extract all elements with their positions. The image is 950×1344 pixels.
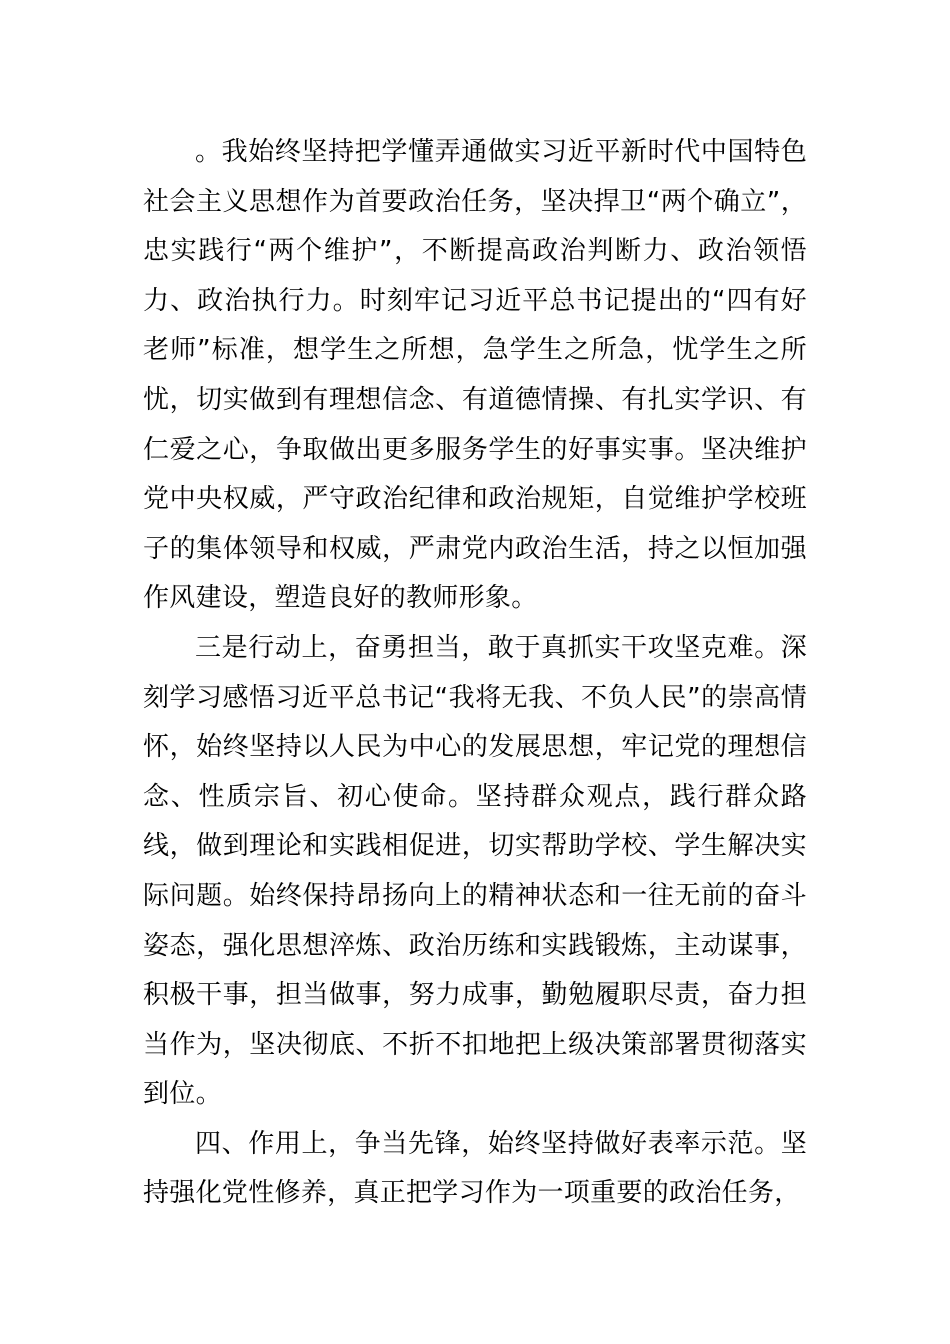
paragraph-political-commitment: 。我始终坚持把学懂弄通做实习近平新时代中国特色社会主义思想作为首要政治任务，坚决捍卫“两个确立”，忠实践行“两个维护”，不断提高政治判断力、政治领悟力、政治执行力。时刻牢记习近平总书记提出的“四有好老师”标准，想学生之所想，急学生之所急，忧学生之所忧，切实做到有理想信念、有道德情操、有扎实学识、有仁爱之心，争取做出更多服务学生的好事实事。坚决维护党中央权威，严守政治纪律和政治规矩，自觉维护学校班子的集体领导和权威，严肃党内政治生活，持之以恒加强作风建设，塑造良好的教师形象。 <box>143 137 807 614</box>
paragraph-role-example: 四、作用上，争当先锋，始终坚持做好表率示范。坚持强化党性修养，真正把学习作为一项重要的政治任务， <box>143 1128 807 1209</box>
paragraph-action-responsibility: 三是行动上，奋勇担当，敢于真抓实干攻坚克难。深刻学习感悟习近平总书记“我将无我、不负人民”的崇高情怀，始终坚持以人民为中心的发展思想，牢记党的理想信念、性质宗旨、初心使命。坚持群众观点，践行群众路线，做到理论和实践相促进，切实帮助学校、学生解决实际问题。始终保持昂扬向上的精神状态和一往无前的奋斗姿态，强化思想淬炼、政治历练和实践锻炼，主动谋事，积极干事，担当做事，努力成事，勤勉履职尽责，奋力担当作为，坚决彻底、不折不扣地把上级决策部署贯彻落实到位。 <box>143 632 807 1110</box>
document-body <box>143 128 807 1219</box>
